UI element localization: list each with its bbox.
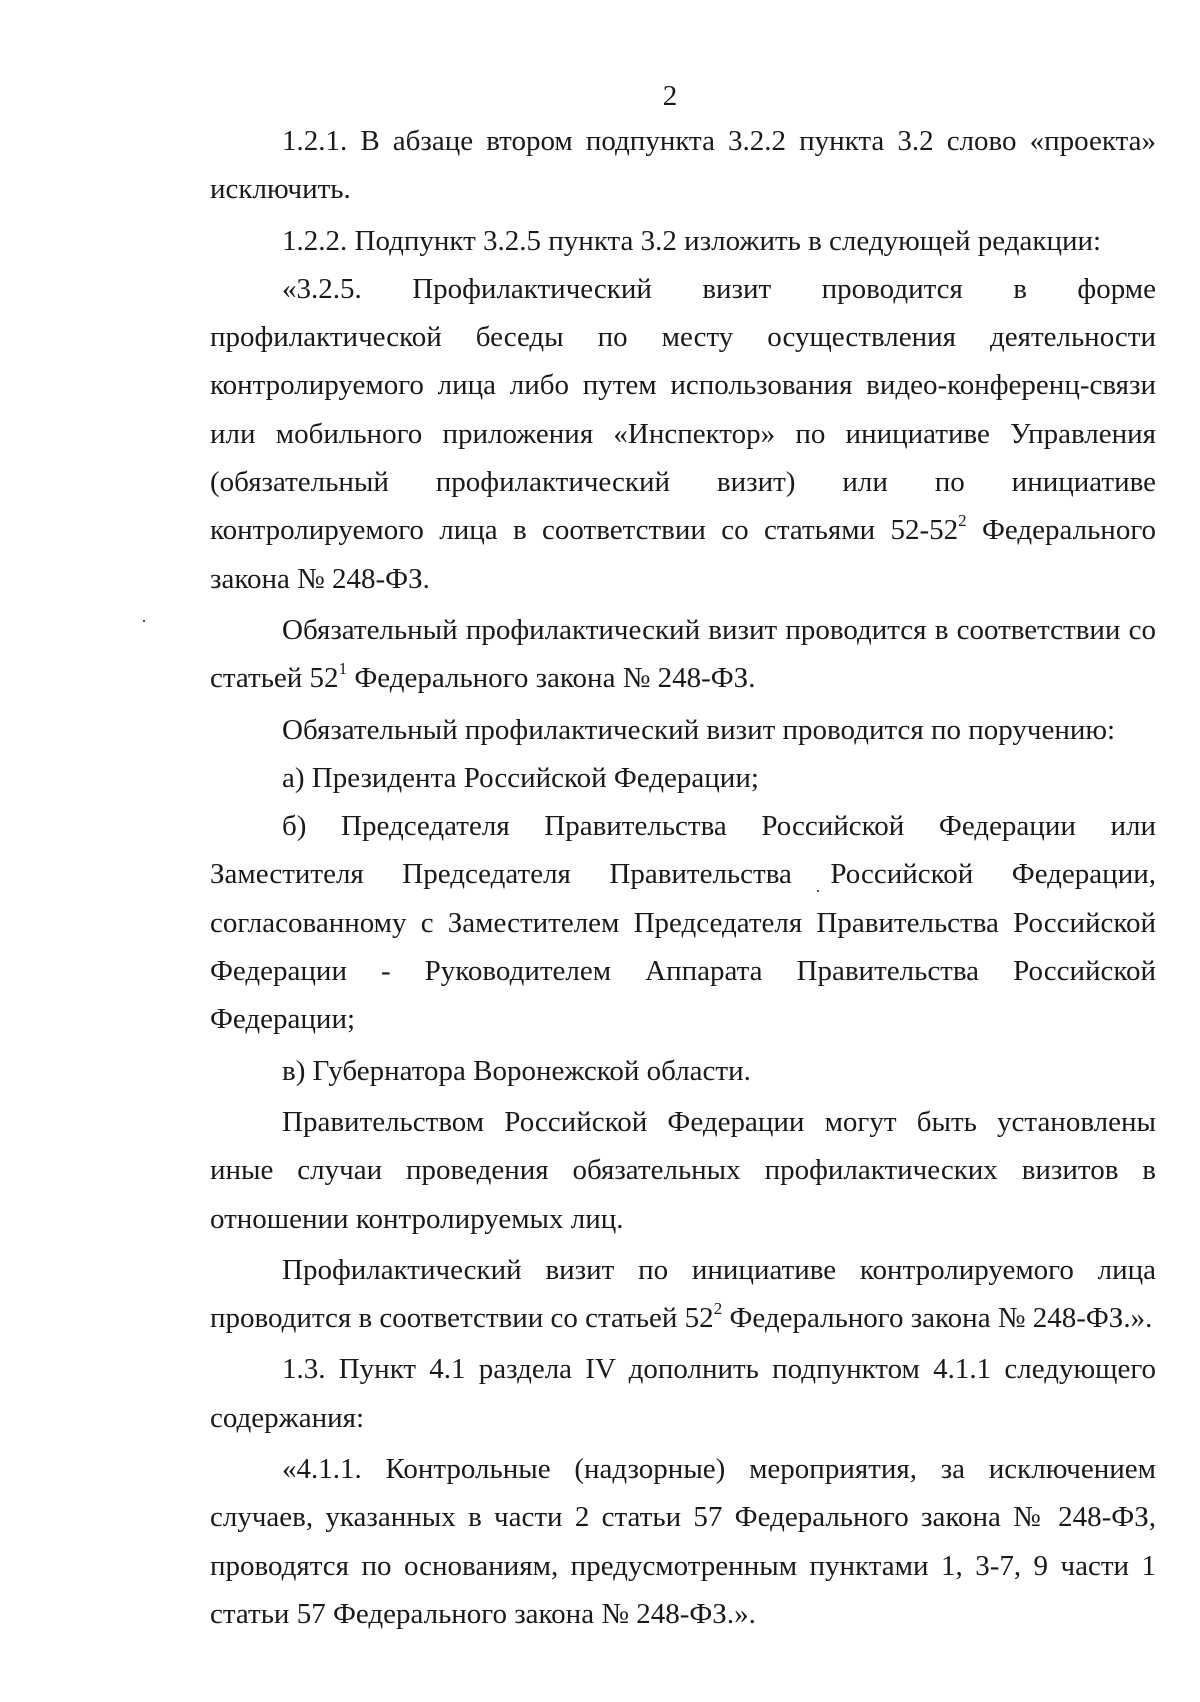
list-item-b: б) Председателя Правительства Российской Федерации или Заместителя Председателя Правительства Российской Федерации, согласованному с Заместителем Председателя Правительства Российской Федерации - Руководителем Аппарата Правительства Российской Федерации; (210, 810, 1156, 1036)
paragraph-initiative-visit (210, 1246, 1156, 1343)
superscript-2b: 2 (713, 1299, 723, 1319)
scan-speck (817, 890, 819, 892)
paragraph-initiative-visit-text: Профилактический визит по инициативе контролируемого лица проводится в соответствии со статьей 52 (210, 1253, 1156, 1335)
paragraph-by-order: Обязательный профилактический визит проводится по поручению: (282, 713, 1116, 746)
paragraph-3-2-5-tail: Федерального закона № 248-ФЗ. (210, 514, 1157, 595)
page-number: 2 (662, 80, 678, 112)
paragraph-3-2-5-text: «3.2.5. Профилактический визит проводится в форме профилактической беседы по месту осуществления деятельности контролируемого лица либо путем использования видео-конференц-связи или мобильного приложения «Инспектор» по инициативе Управления (обязательный профилактический визит) или по инициативе контролируемого лица в соответствии со статьями 52-52 (210, 272, 1156, 547)
superscript-2: 2 (958, 511, 967, 531)
paragraph-1-2-1: 1.2.1. В абзаце втором подпункта 3.2.2 пункта 3.2 слово «проекта» исключить. (210, 125, 1156, 206)
paragraph-4-1-1: «4.1.1. Контрольные (надзорные) мероприятия, за исключением случаев, указанных в части 2 статьи 57 Федерального закона № 248-ФЗ, проводятся по основаниям, предусмотренным пунктами 1, 3-7, 9 части 1 статьи 57 Федерального закона № 248-ФЗ.». (210, 1453, 1156, 1630)
paragraph-mandatory-visit-text: Обязательный профилактический визит проводится в соответствии со статьей 52 (210, 613, 1156, 695)
paragraph-1-2-2: 1.2.2. Подпункт 3.2.5 пункта 3.2 изложить в следующей редакции: (282, 224, 1102, 257)
scan-speck (143, 620, 145, 622)
paragraph-mandatory-visit (210, 606, 1156, 703)
paragraph-mandatory-visit-tail: Федерального закона № 248-ФЗ. (347, 662, 756, 695)
paragraph-3-2-5 (210, 265, 1156, 603)
document-body (210, 117, 1156, 1638)
paragraph-government-cases: Правительством Российской Федерации могут быть установлены иные случаи проведения обязательных профилактических визитов в отношении контролируемых лиц. (210, 1105, 1156, 1235)
list-item-a: а) Президента Российской Федерации; (282, 761, 759, 794)
paragraph-initiative-visit-tail: Федерального закона № 248-ФЗ.». (722, 1302, 1153, 1335)
superscript-1: 1 (338, 659, 348, 679)
paragraph-1-3: 1.3. Пункт 4.1 раздела IV дополнить подпунктом 4.1.1 следующего содержания: (210, 1353, 1156, 1434)
list-item-v: в) Губернатора Воронежской области. (282, 1054, 751, 1087)
